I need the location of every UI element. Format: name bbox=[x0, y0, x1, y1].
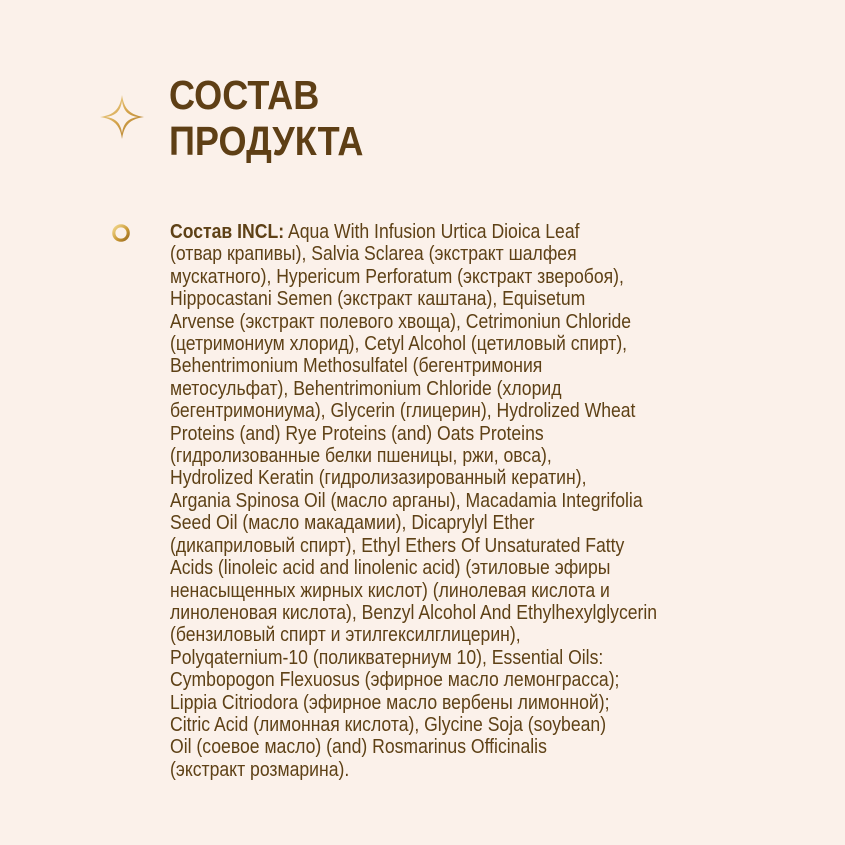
composition-line: (цетримониум хлорид), Cetyl Alcohol (цетиловый спирт), bbox=[170, 333, 628, 356]
composition-line: Oil (соевое масло) (and) Rosmarinus Officinalis bbox=[170, 736, 547, 759]
composition-line: Lippia Citriodora (эфирное масло вербены лимонной); bbox=[170, 691, 610, 714]
composition-line: (гидролизованные белки пшеницы, ржи, овса), bbox=[170, 445, 552, 468]
composition-line: Argania Spinosa Oil (масло арганы), Macadamia Integrifolia bbox=[170, 489, 643, 512]
composition-line: Acids (linoleic acid and linolenic acid) (этиловые эфиры bbox=[170, 557, 611, 580]
composition-line: мускатного), Hypericum Perforatum (экстракт зверобоя), bbox=[170, 265, 624, 288]
composition-line: (дикаприловый спирт), Ethyl Ethers Of Unsaturated Fatty bbox=[170, 534, 625, 557]
title-line-1: СОСТАВ bbox=[169, 72, 320, 118]
ring-bullet-icon bbox=[112, 224, 130, 242]
composition-line: (экстракт розмарина). bbox=[170, 758, 350, 781]
sparkle-star-icon bbox=[99, 94, 145, 140]
composition-line: (бензиловый спирт и этилгексилглицерин), bbox=[170, 624, 521, 647]
composition-line: Hippocastani Semen (экстракт каштана), Equisetum bbox=[170, 288, 586, 311]
composition-line: Proteins (and) Rye Proteins (and) Oats Proteins bbox=[170, 422, 544, 445]
page-title bbox=[169, 72, 363, 164]
composition-line: (отвар крапивы), Salvia Sclarea (экстракт шалфея bbox=[170, 243, 577, 266]
composition-label: Состав INCL: bbox=[170, 221, 285, 243]
title-line-2: ПРОДУКТА bbox=[169, 118, 364, 164]
composition-line: Behentrimonium Methosulfatel (бегентримония bbox=[170, 355, 543, 378]
composition-line: Hydrolized Keratin (гидролизазированный кератин), bbox=[170, 467, 587, 490]
composition-line-text: Aqua With Infusion Urtica Dioica Leaf bbox=[284, 221, 580, 243]
composition-line: ненасыщенных жирных кислот) (линолевая кислота и bbox=[170, 579, 610, 602]
composition-line: Seed Oil (масло макадамии), Dicaprylyl Ether bbox=[170, 512, 535, 535]
composition-line bbox=[170, 221, 733, 243]
composition-text bbox=[170, 221, 733, 781]
composition-line: линоленовая кислота), Benzyl Alcohol And Ethylhexylglycerin bbox=[170, 601, 658, 624]
composition-line: Arvense (экстракт полевого хвоща), Cetrimoniun Chloride bbox=[170, 310, 632, 333]
composition-line: Cymbopogon Flexuosus (эфирное масло лемонграсса); bbox=[170, 669, 620, 692]
composition-line: Polyqaternium-10 (поликватерниум 10), Essential Oils: bbox=[170, 646, 604, 669]
composition-line: Citric Acid (лимонная кислота), Glycine Soja (soybean) bbox=[170, 713, 607, 736]
composition-line: метосульфат), Behentrimonium Chloride (хлорид bbox=[170, 377, 562, 400]
composition-line: бегентримониума), Glycerin (глицерин), Hydrolized Wheat bbox=[170, 400, 636, 423]
